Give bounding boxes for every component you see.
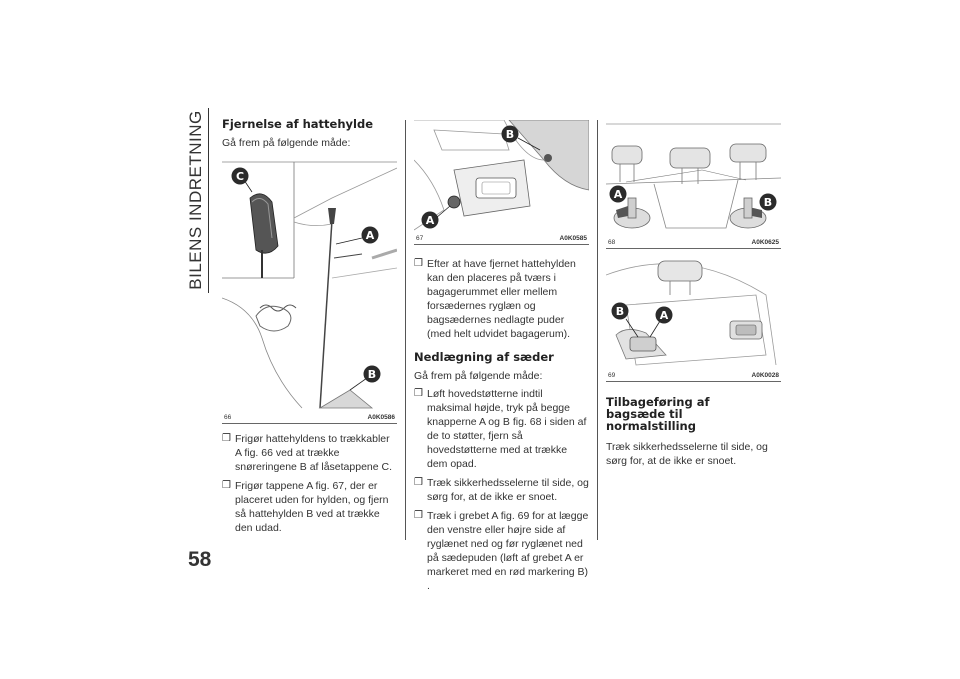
instruction-list xyxy=(222,432,397,535)
section-heading: Tilbageføring af bagsæde til normalstilling xyxy=(606,395,710,433)
list-item: ❒ Løft hovedstøtterne indtil maksimal højde, tryk på begge knapperne A og B fig. 68 i siden af de to støtter, fjern så hovedstøtterne med at trække dem opad. xyxy=(414,388,587,470)
callout-a xyxy=(362,227,379,244)
callout-b xyxy=(760,194,777,211)
figure-number: 68 xyxy=(608,239,616,246)
callout-c xyxy=(232,168,249,185)
column-divider xyxy=(405,120,406,540)
callout-b xyxy=(612,303,629,320)
callout-b xyxy=(364,366,381,383)
figure-68 xyxy=(606,118,781,249)
figure-code: A0K0586 xyxy=(367,414,395,421)
figure-66-illustration xyxy=(222,158,397,423)
svg-text:B: B xyxy=(367,368,377,381)
figure-68-illustration xyxy=(606,118,781,248)
list-item: ❒ Frigør tappene A fig. 67, der er placeret uden for hylden, og fjern så hattehylden B ved at trække den udad. xyxy=(222,480,389,534)
instruction-list xyxy=(414,387,589,593)
figure-code: A0K0625 xyxy=(751,239,779,246)
figure-number: 67 xyxy=(416,235,424,242)
checkbox-bullet-icon: ❒ xyxy=(222,433,231,444)
callout-a xyxy=(610,186,627,203)
svg-text:A: A xyxy=(613,188,623,201)
section-heading: Nedlægning af sæder xyxy=(414,350,554,364)
figure-66 xyxy=(222,158,397,424)
figure-code: A0K0585 xyxy=(559,235,587,242)
svg-text:B: B xyxy=(505,128,515,141)
page-number: 58 xyxy=(188,548,212,571)
section-intro: Gå frem på følgende måde: xyxy=(414,370,543,382)
section-heading: Fjernelse af hattehylde xyxy=(222,117,374,131)
column-3 xyxy=(606,118,781,468)
checkbox-bullet-icon: ❒ xyxy=(414,510,423,521)
checkbox-bullet-icon: ❒ xyxy=(222,480,231,491)
column-2 xyxy=(414,118,589,598)
callout-a xyxy=(656,307,673,324)
section-text: Træk sikkerhedsselerne til side, og sørg for, at de ikke er snoet. xyxy=(606,441,768,467)
section-intro: Gå frem på følgende måde: xyxy=(222,137,351,149)
callout-a xyxy=(422,212,439,229)
column-divider xyxy=(597,120,598,540)
figure-code: A0K0028 xyxy=(751,372,779,379)
svg-text:B: B xyxy=(615,305,625,318)
list-item: ❒ Efter at have fjernet hattehylden kan den placeres på tværs i bagagerummet eller mellem forsædernes ryglæn og bagsædernes nedlagte puder (med helt udvidet bagagerum). xyxy=(414,258,576,340)
list-item: ❒ Træk i grebet A fig. 69 for at lægge den venstre eller højre side af ryglænet ned og før ryglænet ned på sædepuden (løft af grebet A er markeret med en rød markering B) . xyxy=(414,510,589,592)
instruction-list xyxy=(414,257,589,341)
svg-text:A: A xyxy=(659,309,669,322)
svg-text:C: C xyxy=(235,170,245,183)
figure-69 xyxy=(606,255,781,382)
svg-text:A: A xyxy=(425,214,435,227)
figure-67 xyxy=(414,120,589,245)
figure-number: 66 xyxy=(224,414,232,421)
figure-number: 69 xyxy=(608,372,616,379)
callout-b xyxy=(502,126,519,143)
list-item: ❒ Frigør hattehyldens to trækkabler A fig. 66 ved at trække snøreringene B af låsetappene C. xyxy=(222,433,393,473)
svg-text:A: A xyxy=(365,229,375,242)
svg-text:B: B xyxy=(763,196,773,209)
figure-67-illustration xyxy=(414,120,589,244)
list-item: ❒ Træk sikkerhedsselerne til side, og sørg for, at de ikke er snoet. xyxy=(414,477,589,503)
checkbox-bullet-icon: ❒ xyxy=(414,258,423,269)
checkbox-bullet-icon: ❒ xyxy=(414,388,423,399)
chapter-tab-label: BILENS INDRETNING xyxy=(186,110,205,290)
figure-69-illustration xyxy=(606,255,781,381)
column-1 xyxy=(222,118,397,540)
checkbox-bullet-icon: ❒ xyxy=(414,477,423,488)
